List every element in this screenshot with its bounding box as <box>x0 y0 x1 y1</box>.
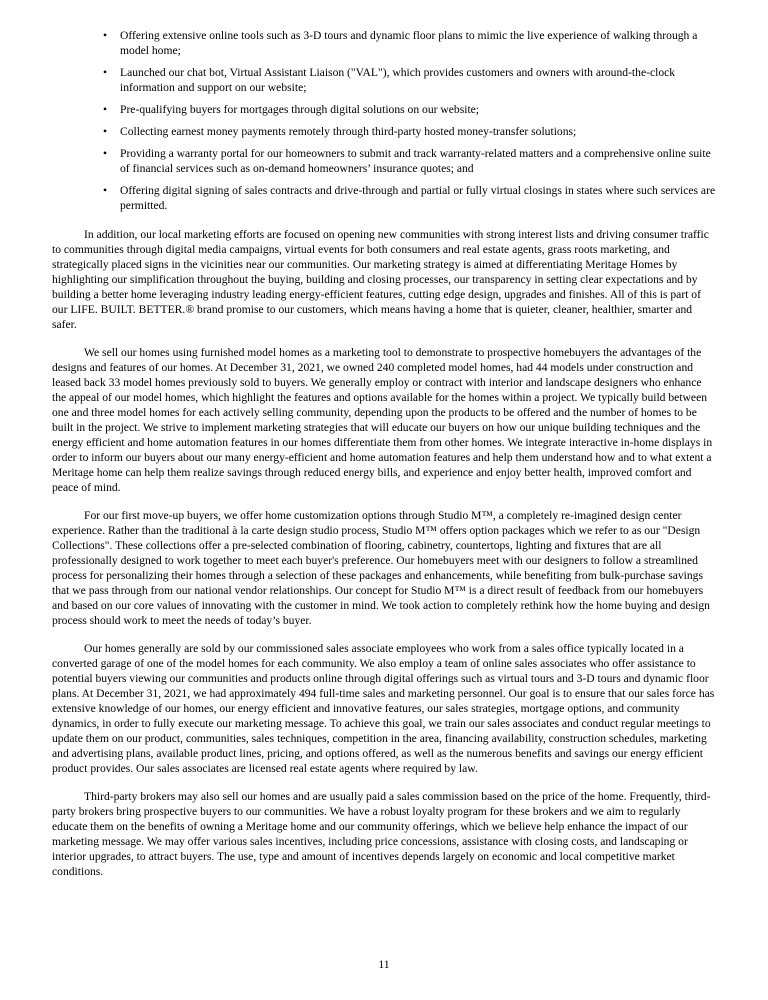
bullet-text: Providing a warranty portal for our homeowners to submit and track warranty-related matters and a comprehensive online suite of financial services such as on-demand homeowners’ insurance quotes; and <box>120 147 711 175</box>
bullet-item <box>52 102 718 117</box>
bullet-text: Collecting earnest money payments remotely through third-party hosted money-transfer solutions; <box>120 125 577 138</box>
page-content <box>52 28 718 892</box>
bullet-item <box>52 183 718 213</box>
bullet-icon: • <box>103 147 108 160</box>
bullet-item <box>52 124 718 139</box>
bullet-item <box>52 65 718 95</box>
paragraph-third-party-brokers: Third-party brokers may also sell our homes and are usually paid a sales commission based on the price of the home. Frequently, third-party brokers bring prospective buyers to our communities. We have a robust loyalty program for these brokers and we aim to regularly educate them on the benefits of owning a Meritage home and our community offerings, which we believe help enhance the impact of our marketing message. We may offer various sales incentives, including price concessions, assistance with closing costs, and landscaping or interior upgrades, to attract buyers. The use, type and amount of incentives depends largely on economic and local competitive market conditions. <box>52 790 711 878</box>
bullet-icon: • <box>103 29 108 42</box>
bullet-text: Offering digital signing of sales contracts and drive-through and partial or fully virtual closings in states where such services are permitted. <box>120 184 716 212</box>
paragraph-model-homes: We sell our homes using furnished model homes as a marketing tool to demonstrate to prospective homebuyers the advantages of the designs and features of our homes. At December 31, 2021, we owned 240 completed model homes, had 44 models under construction and leased back 33 model homes previously sold to buyers. We generally employ or contract with interior and landscape designers who enhance the appeal of our model homes, which highlight the features and options available for the homes within a project. We typically build between one and three model homes for each actively selling community, depending upon the products to be offered and the number of homes to be built in the project. We strive to implement marketing strategies that will educate our buyers on how our unique building techniques and the energy efficient and home automation features in our homes differentiate them from other homes. We integrate interactive in-home displays in order to inform our buyers about our many energy-efficient and home automation features and help them understand how and to what extent a Meritage home can help them realize savings through reduced energy bills, and experience and enjoy better health, improved comfort and peace of mind. <box>52 346 713 494</box>
paragraph-marketing-efforts: In addition, our local marketing efforts are focused on opening new communities with strong interest lists and driving consumer traffic to communities through digital media campaigns, virtual events for both consumers and real estate agents, grass roots marketing, and strategically placed signs in the vicinities near our communities. Our marketing strategy is aimed at differentiating Meritage Homes by highlighting our simplification throughout the buying, building and closing processes, our transparency in setting clear expectations and by building a better home leveraging industry leading energy-efficient features, cutting edge design, upgrades and finishes. All of this is part of our LIFE. BUILT. BETTER.® brand promise to our customers, which means having a home that is quieter, cleaner, healthier, smarter and safer. <box>52 228 709 331</box>
paragraph-sales-associates: Our homes generally are sold by our commissioned sales associate employees who work from a sales office typically located in a converted garage of one of the model homes for each community. We also employ a team of online sales associates who offer assistance to potential buyers viewing our communities and products online through digital offerings such as virtual tours and 3-D tours and dynamic floor plans. At December 31, 2021, we had approximately 494 full-time sales and marketing personnel. Our goal is to ensure that our sales force has extensive knowledge of our homes, our energy efficient and innovative features, our sales strategies, mortgage options, and community dynamics, in order to fully execute our marketing message. To achieve this goal, we train our sales associates and conduct regular meetings to update them on our product, communities, sales techniques, competition in the area, financing availability, construction schedules, marketing and advertising plans, available product lines, pricing, and options offered, as well as the numerous benefits and savings our energy efficient product provides. Our sales associates are licensed real estate agents where required by law. <box>52 642 715 775</box>
bullet-text: Launched our chat bot, Virtual Assistant Liaison ("VAL"), which provides customers and owners with around-the-clock information and support on our website; <box>120 66 676 94</box>
paragraph-studio-m: For our first move-up buyers, we offer home customization options through Studio M™, a completely re-imagined design center experience. Rather than the traditional à la carte design studio process, Studio M™ offers option packages which we refer to as our "Design Collections". These collections offer a pre-selected combination of flooring, cabinetry, countertops, lighting and fixtures that are all professionally designed to work together to meet each buyer's preference. Our homebuyers meet with our designers to follow a streamlined process for personalizing their homes through a selection of these packages and enhancements, while benefiting from bulk-purchase savings that we pass through from our national vendor relationships. Our concept for Studio M™ is a direct result of feedback from our homebuyers and based on our core values of innovating with the customer in mind. We took action to completely rethink how the home buying and design process should work to meet the needs of today’s buyer. <box>52 509 710 627</box>
bullet-text: Pre-qualifying buyers for mortgages through digital solutions on our website; <box>120 103 480 116</box>
bullet-list <box>52 28 718 213</box>
bullet-icon: • <box>103 184 108 197</box>
bullet-icon: • <box>103 103 108 116</box>
page-number: 11 <box>378 958 390 971</box>
bullet-icon: • <box>103 66 108 79</box>
bullet-text: Offering extensive online tools such as 3-D tours and dynamic floor plans to mimic the live experience of walking through a model home; <box>120 29 698 57</box>
bullet-item <box>52 28 718 58</box>
bullet-icon: • <box>103 125 108 138</box>
bullet-item <box>52 146 718 176</box>
